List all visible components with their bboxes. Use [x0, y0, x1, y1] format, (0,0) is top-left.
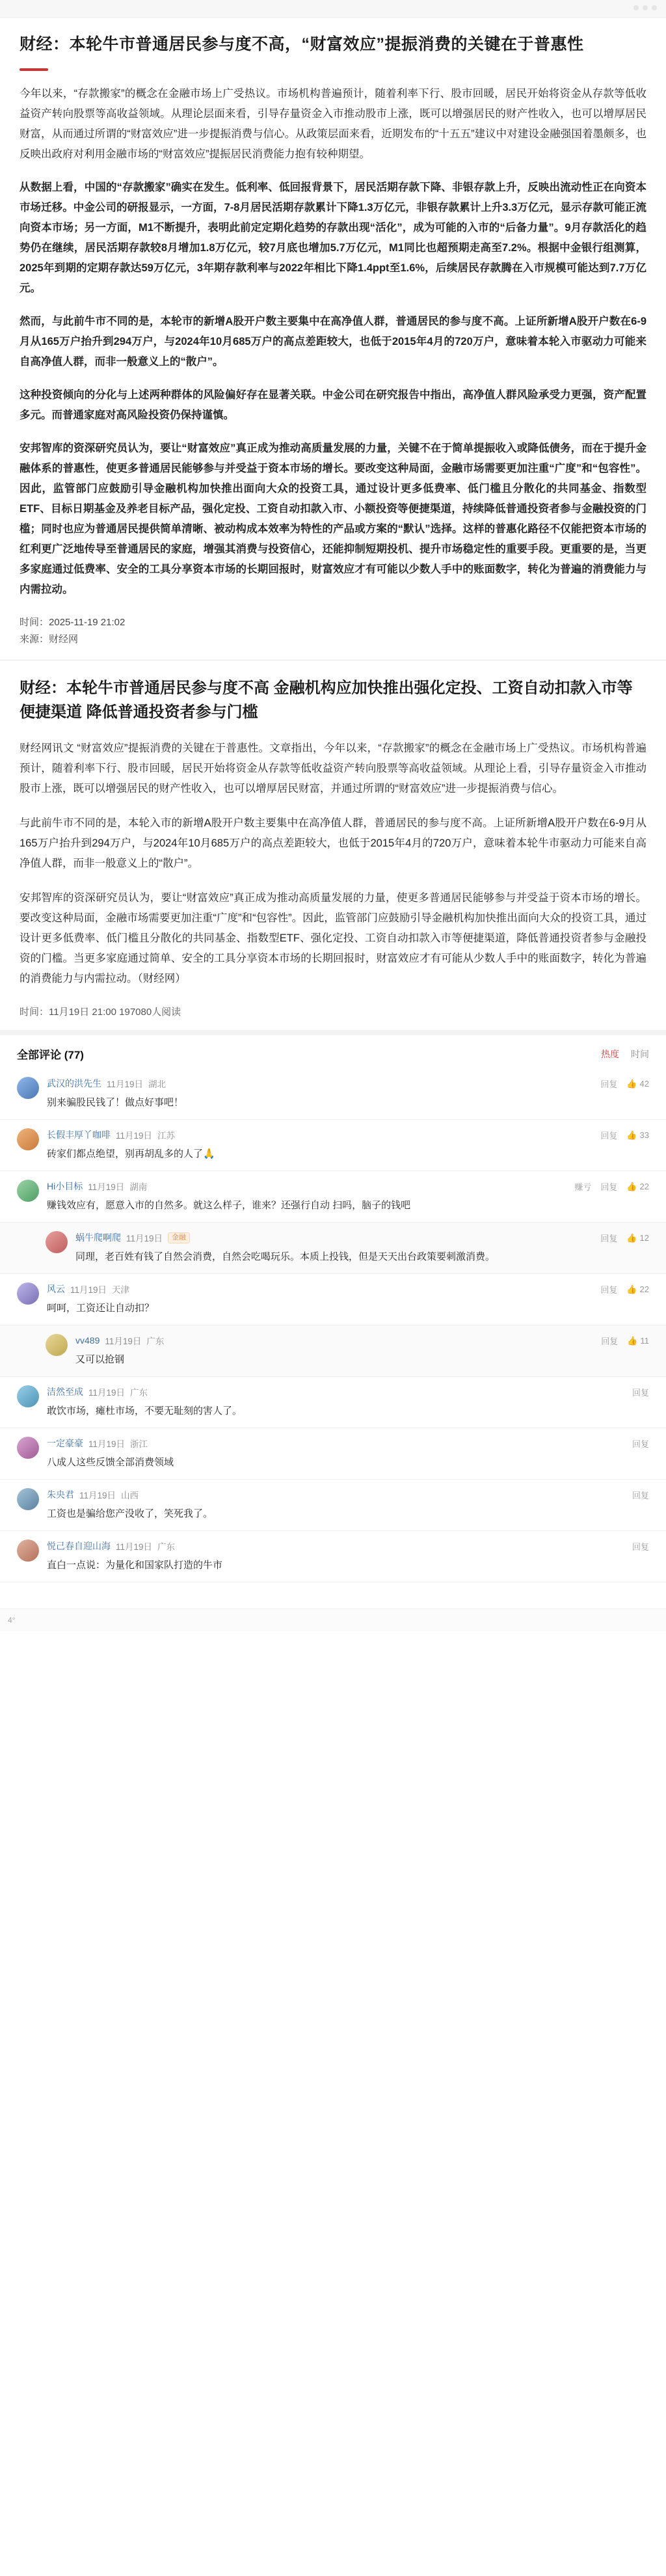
comment-username[interactable]: 洁然至成	[47, 1387, 83, 1397]
like-button[interactable]	[626, 1079, 649, 1089]
thumb-up-icon: 👍	[626, 1232, 637, 1243]
comment-text: 八成人这些反馈全部消费领域	[47, 1457, 174, 1468]
comment-actions[interactable]	[600, 1129, 649, 1141]
comment-item[interactable]	[0, 1068, 666, 1120]
comment-location: 天津	[112, 1285, 130, 1295]
like-count: 22	[639, 1182, 649, 1191]
comment-date: 11月19日	[107, 1079, 144, 1089]
comment-username[interactable]: 武汉的洪先生	[47, 1078, 101, 1089]
like-button[interactable]	[626, 1182, 649, 1192]
comments-section	[0, 1030, 666, 1608]
comment-text: 赚钱效应有，愿意入市的自然多。就这么样子，谁来？还强行自动 扫吗，脑子的钱吧	[47, 1200, 411, 1211]
comment-username[interactable]: 朱央君	[47, 1489, 74, 1500]
article1-meta	[20, 614, 646, 648]
comment-actions[interactable]	[600, 1232, 649, 1244]
comment-actions[interactable]	[574, 1180, 649, 1193]
tab-sort-hot[interactable]: 热度	[601, 1048, 619, 1059]
article1-time-value: 2025-11-19 21:02	[49, 617, 126, 628]
comment-meta	[75, 1231, 649, 1244]
page-title: 财经：本轮牛市普通居民参与度不高，“财富效应”提振消费的关键在于普惠性	[20, 35, 584, 53]
like-count: 11	[640, 1336, 649, 1346]
comment-text: 呵呵，工资还让自动扣？	[47, 1303, 155, 1314]
comment-meta	[47, 1437, 649, 1450]
comment-body	[47, 1488, 649, 1522]
comment-item[interactable]	[0, 1531, 666, 1582]
reply-button[interactable]: 回复	[632, 1388, 649, 1398]
comment-text: 同理，老百姓有钱了自然会消费，自然会吃喝玩乐。本质上投钱，但是天天出台政策要刺激消费。	[75, 1251, 496, 1262]
like-button[interactable]	[626, 1284, 649, 1295]
like-count: 33	[639, 1130, 649, 1140]
article1-source-label: 来源：	[20, 634, 49, 645]
article1-paragraph-5: 安邦智库的资深研究员认为，要让“财富效应”真正成为推动高质量发展的力量，关键不在于简单提振收入或降低债务，而在于提升金融体系的普惠性，使更多普通居民能够参与并受益于资本市场的增长。要改变这种局面，金融市场需要更加注重“广度”和“包容性”。因此，监管部门应鼓励引导金融机构加快推出面向大众的投资工具，通过设计更多低费率、低门槛且分散化的共同基金、指数型ETF、目标日期基金及养老目标产品，强化定投、工资自动扣款入市、小额投资等便捷渠道，持续降低普通投资者参与金融投资的门槛；同时也应为普通居民提供简单清晰、被动构成本效率为特性的产品或方案的“默认”选择。这样的普惠化路径不仅能把资本市场的红利更广泛地传导至普通居民的家庭，增强其消费与投资信心，还能抑制短期投机、提升市场稳定性的重要手段。更重要的是，当更多家庭通过低费率、安全的工具分享资本市场的长期回报时，财富效应才有可能以少数人手中的账面数字，转化为普遍的消费能力与内需拉动。	[20, 442, 646, 595]
article2-paragraph-3: 安邦智库的资深研究员认为，要让“财富效应”真正成为推动高质量发展的力量，使更多普通居民能够参与并受益于资本市场的增长。要改变这种局面，金融市场需要更加注重“广度”和“包容性”。因此，监管部门应鼓励引导金融机构加快推出面向大众的投资工具，通过设计更多低费率、低门槛且分散化的共同基金、指数型ETF、强化定投、工资自动扣款入市等便捷渠道，降低普通投资者参与金融投资的门槛。当更多家庭通过简单、安全的工具分享资本市场的长期回报时，财富效应才有可能从少数人手中的账面数字，转化为普遍的消费能力与内需拉动。（财经网）	[20, 892, 646, 984]
comment-meta	[47, 1128, 649, 1141]
comment-date: 11月19日	[79, 1491, 116, 1500]
comment-actions[interactable]	[632, 1489, 649, 1501]
like-button[interactable]	[627, 1336, 649, 1346]
comment-text: 直白一点说：为量化和国家队打造的牛市	[47, 1560, 223, 1571]
comment-actions[interactable]	[632, 1437, 649, 1450]
comment-body	[47, 1437, 649, 1471]
comment-username[interactable]: 长假丰厚丫咖啡	[47, 1130, 111, 1140]
tab-sort-time[interactable]: 时间	[631, 1048, 649, 1059]
article1-paragraph-1: 今年以来，“存款搬家”的概念在金融市场上广受热议。市场机构普遍预计，随着利率下行、股市回暖，居民开始将资金从存款等低收益资产转向股票等高收益领域。从理论层面来看，引导存量资金入市推动股市上涨，既可以增强居民的财产性收入，也可以增厚居民财富，从而通过所谓的“财富效应”进一步提振消费与信心。从政策层面来看，近期发布的“十五五”建议中对建设金融强国着墨颇多，也反映出政府对利用金融市场的“财富效应”提振居民消费能力抱有较种期望。	[20, 88, 646, 160]
article1-source-value: 财经网	[49, 634, 79, 645]
reply-button[interactable]: 回复	[632, 1542, 649, 1552]
comment-actions[interactable]	[600, 1283, 649, 1295]
comment-location: 湖北	[148, 1079, 166, 1089]
comment-location: 广东	[130, 1388, 148, 1398]
comment-extra-action[interactable]: 赚亏	[574, 1182, 592, 1192]
comment-date: 11月19日	[116, 1542, 153, 1552]
comment-location: 广东	[157, 1542, 176, 1552]
comment-username[interactable]: Hi小目标	[47, 1181, 83, 1191]
avatar[interactable]	[17, 1488, 39, 1510]
comments-sort-tabs[interactable]	[601, 1048, 649, 1061]
comment-list	[0, 1068, 666, 1582]
comment-location: 湖南	[129, 1182, 148, 1192]
comment-location: 山西	[121, 1491, 139, 1500]
avatar[interactable]	[46, 1334, 68, 1356]
comment-date: 11月19日	[88, 1182, 125, 1192]
article1-paragraph-3: 然而，与此前牛市不同的是，本轮市的新增A股开户数主要集中在高净值人群，普通居民的参与度不高。上证所新增A股开户数在6-9月从165万户抬升到294万户，与2024年10月685万户的高点差距较大，也低于2015年4月的720万户，意味着本轮入市驱动力可能来自高净值人群，而非一般意义上的“散户”。	[20, 316, 646, 368]
comment-actions[interactable]	[600, 1078, 649, 1090]
comment-meta	[47, 1077, 649, 1090]
thumb-up-icon: 👍	[626, 1130, 637, 1140]
comment-item-reply[interactable]	[0, 1325, 666, 1377]
reply-button[interactable]: 回复	[600, 1079, 618, 1089]
avatar[interactable]	[17, 1385, 39, 1407]
article-secondary	[0, 660, 666, 1030]
comment-meta	[75, 1334, 649, 1347]
reply-button[interactable]: 回复	[600, 1285, 618, 1295]
title-divider	[20, 68, 48, 71]
comment-date: 11月19日	[126, 1234, 163, 1243]
comment-body	[75, 1231, 649, 1265]
comment-meta	[47, 1385, 649, 1398]
comment-body	[47, 1128, 649, 1162]
comment-meta	[47, 1539, 649, 1552]
comment-body	[47, 1539, 649, 1573]
comment-item[interactable]	[0, 1171, 666, 1223]
window-dot-1[interactable]	[633, 5, 639, 10]
window-controls[interactable]	[633, 5, 657, 10]
comment-body	[47, 1077, 649, 1111]
reply-button[interactable]: 回复	[601, 1336, 619, 1346]
reply-button[interactable]: 回复	[632, 1491, 649, 1500]
comment-text: 砖家们都点绝望，别再胡乱多的人了🙏	[47, 1148, 215, 1159]
comment-body	[47, 1180, 649, 1213]
comment-badge: 金融	[168, 1232, 190, 1243]
comment-date: 11月19日	[88, 1439, 126, 1449]
reply-button[interactable]: 回复	[632, 1439, 649, 1449]
comment-actions[interactable]	[632, 1386, 649, 1398]
comment-item[interactable]	[0, 1377, 666, 1428]
comment-date: 11月19日	[88, 1388, 126, 1398]
comment-meta	[47, 1488, 649, 1501]
comment-meta	[47, 1282, 649, 1295]
bottom-status-bar	[0, 1608, 666, 1631]
avatar[interactable]	[17, 1077, 39, 1099]
comment-meta	[47, 1180, 649, 1193]
like-button[interactable]	[626, 1130, 649, 1141]
article1-time-label: 时间：	[20, 617, 49, 628]
comments-header	[0, 1035, 666, 1068]
browser-top-bar	[0, 0, 666, 18]
comment-actions[interactable]	[601, 1335, 649, 1347]
reply-button[interactable]: 回复	[600, 1234, 618, 1243]
article1-source-row	[20, 631, 646, 648]
comment-date: 11月19日	[70, 1285, 107, 1295]
avatar[interactable]	[17, 1128, 39, 1150]
window-dot-3[interactable]	[652, 5, 657, 10]
comment-date: 11月19日	[116, 1131, 153, 1141]
comment-username[interactable]: 蜗牛爬啊爬	[75, 1232, 121, 1243]
thumb-up-icon: 👍	[627, 1335, 638, 1346]
article-primary	[0, 18, 666, 653]
comment-actions[interactable]	[632, 1540, 649, 1552]
comment-date: 11月19日	[105, 1336, 142, 1346]
comment-text: 敢饮市场，瘫杜市场，不要无耻刻的害人了。	[47, 1405, 243, 1417]
avatar[interactable]	[46, 1231, 68, 1253]
article1-time-row	[20, 614, 646, 631]
avatar[interactable]	[17, 1282, 39, 1305]
article2-title: 财经：本轮牛市普通居民参与度不高 金融机构应加快推出强化定投、工资自动扣款入市等便捷渠道 降低普通投资者参与门槛	[20, 679, 633, 721]
comment-username[interactable]: 悦己春自迎山海	[47, 1541, 111, 1551]
window-dot-2[interactable]	[643, 5, 648, 10]
like-button[interactable]	[626, 1233, 649, 1243]
comment-location: 江苏	[157, 1131, 176, 1141]
comment-text: 别来骗股民钱了！做点好事吧！	[47, 1097, 184, 1108]
comment-item[interactable]	[0, 1120, 666, 1171]
comment-location: 浙江	[130, 1439, 148, 1449]
comments-title: 全部评论 (77)	[17, 1049, 84, 1061]
comment-text: 工资也是骗给您产没收了，笑死我了。	[47, 1508, 213, 1519]
comment-location: 广东	[146, 1336, 165, 1346]
comment-item-reply[interactable]	[0, 1223, 666, 1274]
comment-body	[47, 1282, 649, 1316]
avatar[interactable]	[17, 1180, 39, 1202]
comment-username[interactable]: vv489	[75, 1335, 100, 1346]
article1-paragraph-2: 从数据上看，中国的“存款搬家”确实在发生。低利率、低回报背景下，居民活期存款下降、非银存款上升，反映出流动性正在向资本市场迁移。中金公司的研报显示，一方面，7-8月居民活期存款累计下降1.3万亿元，非银存款累计上升3.3万亿元，显示存款可能正流向资本市场；另一方面，M1不断提升，表明此前定定期化趋势的存款出现“活化”，成为可能的入市的“后备力量”。9月存款活化的趋势仍在继续，居民活期存款较8月增加1.8万亿元，较7月底也增加5.7万亿元，M1同比也超预期走高至7.2%。根据中金银行组测算，2025年到期的定期存款达59万亿元，3年期存款利率与2022年相比下降1.4ppt至1.6%，后续居民存款腾在入市规模可能达到7.7万亿元。	[20, 182, 646, 294]
comment-item[interactable]	[0, 1274, 666, 1325]
like-count: 12	[639, 1233, 649, 1243]
article2-read-count: 时间：11月19日 21:00 197080人阅读	[20, 1007, 181, 1018]
comment-body	[75, 1334, 649, 1368]
like-count: 42	[639, 1079, 649, 1089]
article1-paragraph-4: 这种投资倾向的分化与上述两种群体的风险偏好存在显著关联。中金公司在研究报告中指出，高净值人群风险承受力更强，资产配置多元。而普通家庭对高风险投资仍保持谨慎。	[20, 389, 646, 421]
thumb-up-icon: 👍	[626, 1284, 637, 1294]
reply-button[interactable]: 回复	[600, 1131, 618, 1141]
comment-text: 又可以抢钢	[75, 1354, 125, 1365]
avatar[interactable]	[17, 1437, 39, 1459]
thumb-up-icon: 👍	[626, 1181, 637, 1191]
like-count: 22	[639, 1284, 649, 1294]
comment-item[interactable]	[0, 1480, 666, 1531]
comment-item[interactable]	[0, 1428, 666, 1480]
reply-button[interactable]: 回复	[600, 1182, 618, 1192]
article2-paragraph-1: 财经网讯文 “财富效应”提振消费的关键在于普惠性。文章指出，今年以来，“存款搬家”的概念在金融市场上广受热议。市场机构普遍预计，随着利率下行、股市回暖，居民开始将资金从存款等低收益资产转向股票等高收益领域。从理论上看，引导存量资金入市推动股市上涨，既可以增强居民的财产性收入，也可以增厚居民财富，并通过所谓的“财富效应”进一步提振消费与信心。	[20, 742, 646, 794]
article2-paragraph-2: 与此前牛市不同的是，本轮入市的新增A股开户数主要集中在高净值人群，普通居民的参与度不高。上证所新增A股开户数在6-9月从165万户抬升到294万户，与2024年10月685万户的高点差距较大，也低于2015年4月的720万户，意味着本轮牛市驱动力可能来自高净值人群，而非一般意义上的“散户”。	[20, 817, 646, 869]
comment-username[interactable]: 一定豪豪	[47, 1438, 83, 1448]
avatar[interactable]	[17, 1539, 39, 1562]
comment-body	[47, 1385, 649, 1419]
footer-note: 4°	[8, 1616, 16, 1625]
comment-username[interactable]: 风云	[47, 1284, 65, 1294]
thumb-up-icon: 👍	[626, 1078, 637, 1089]
